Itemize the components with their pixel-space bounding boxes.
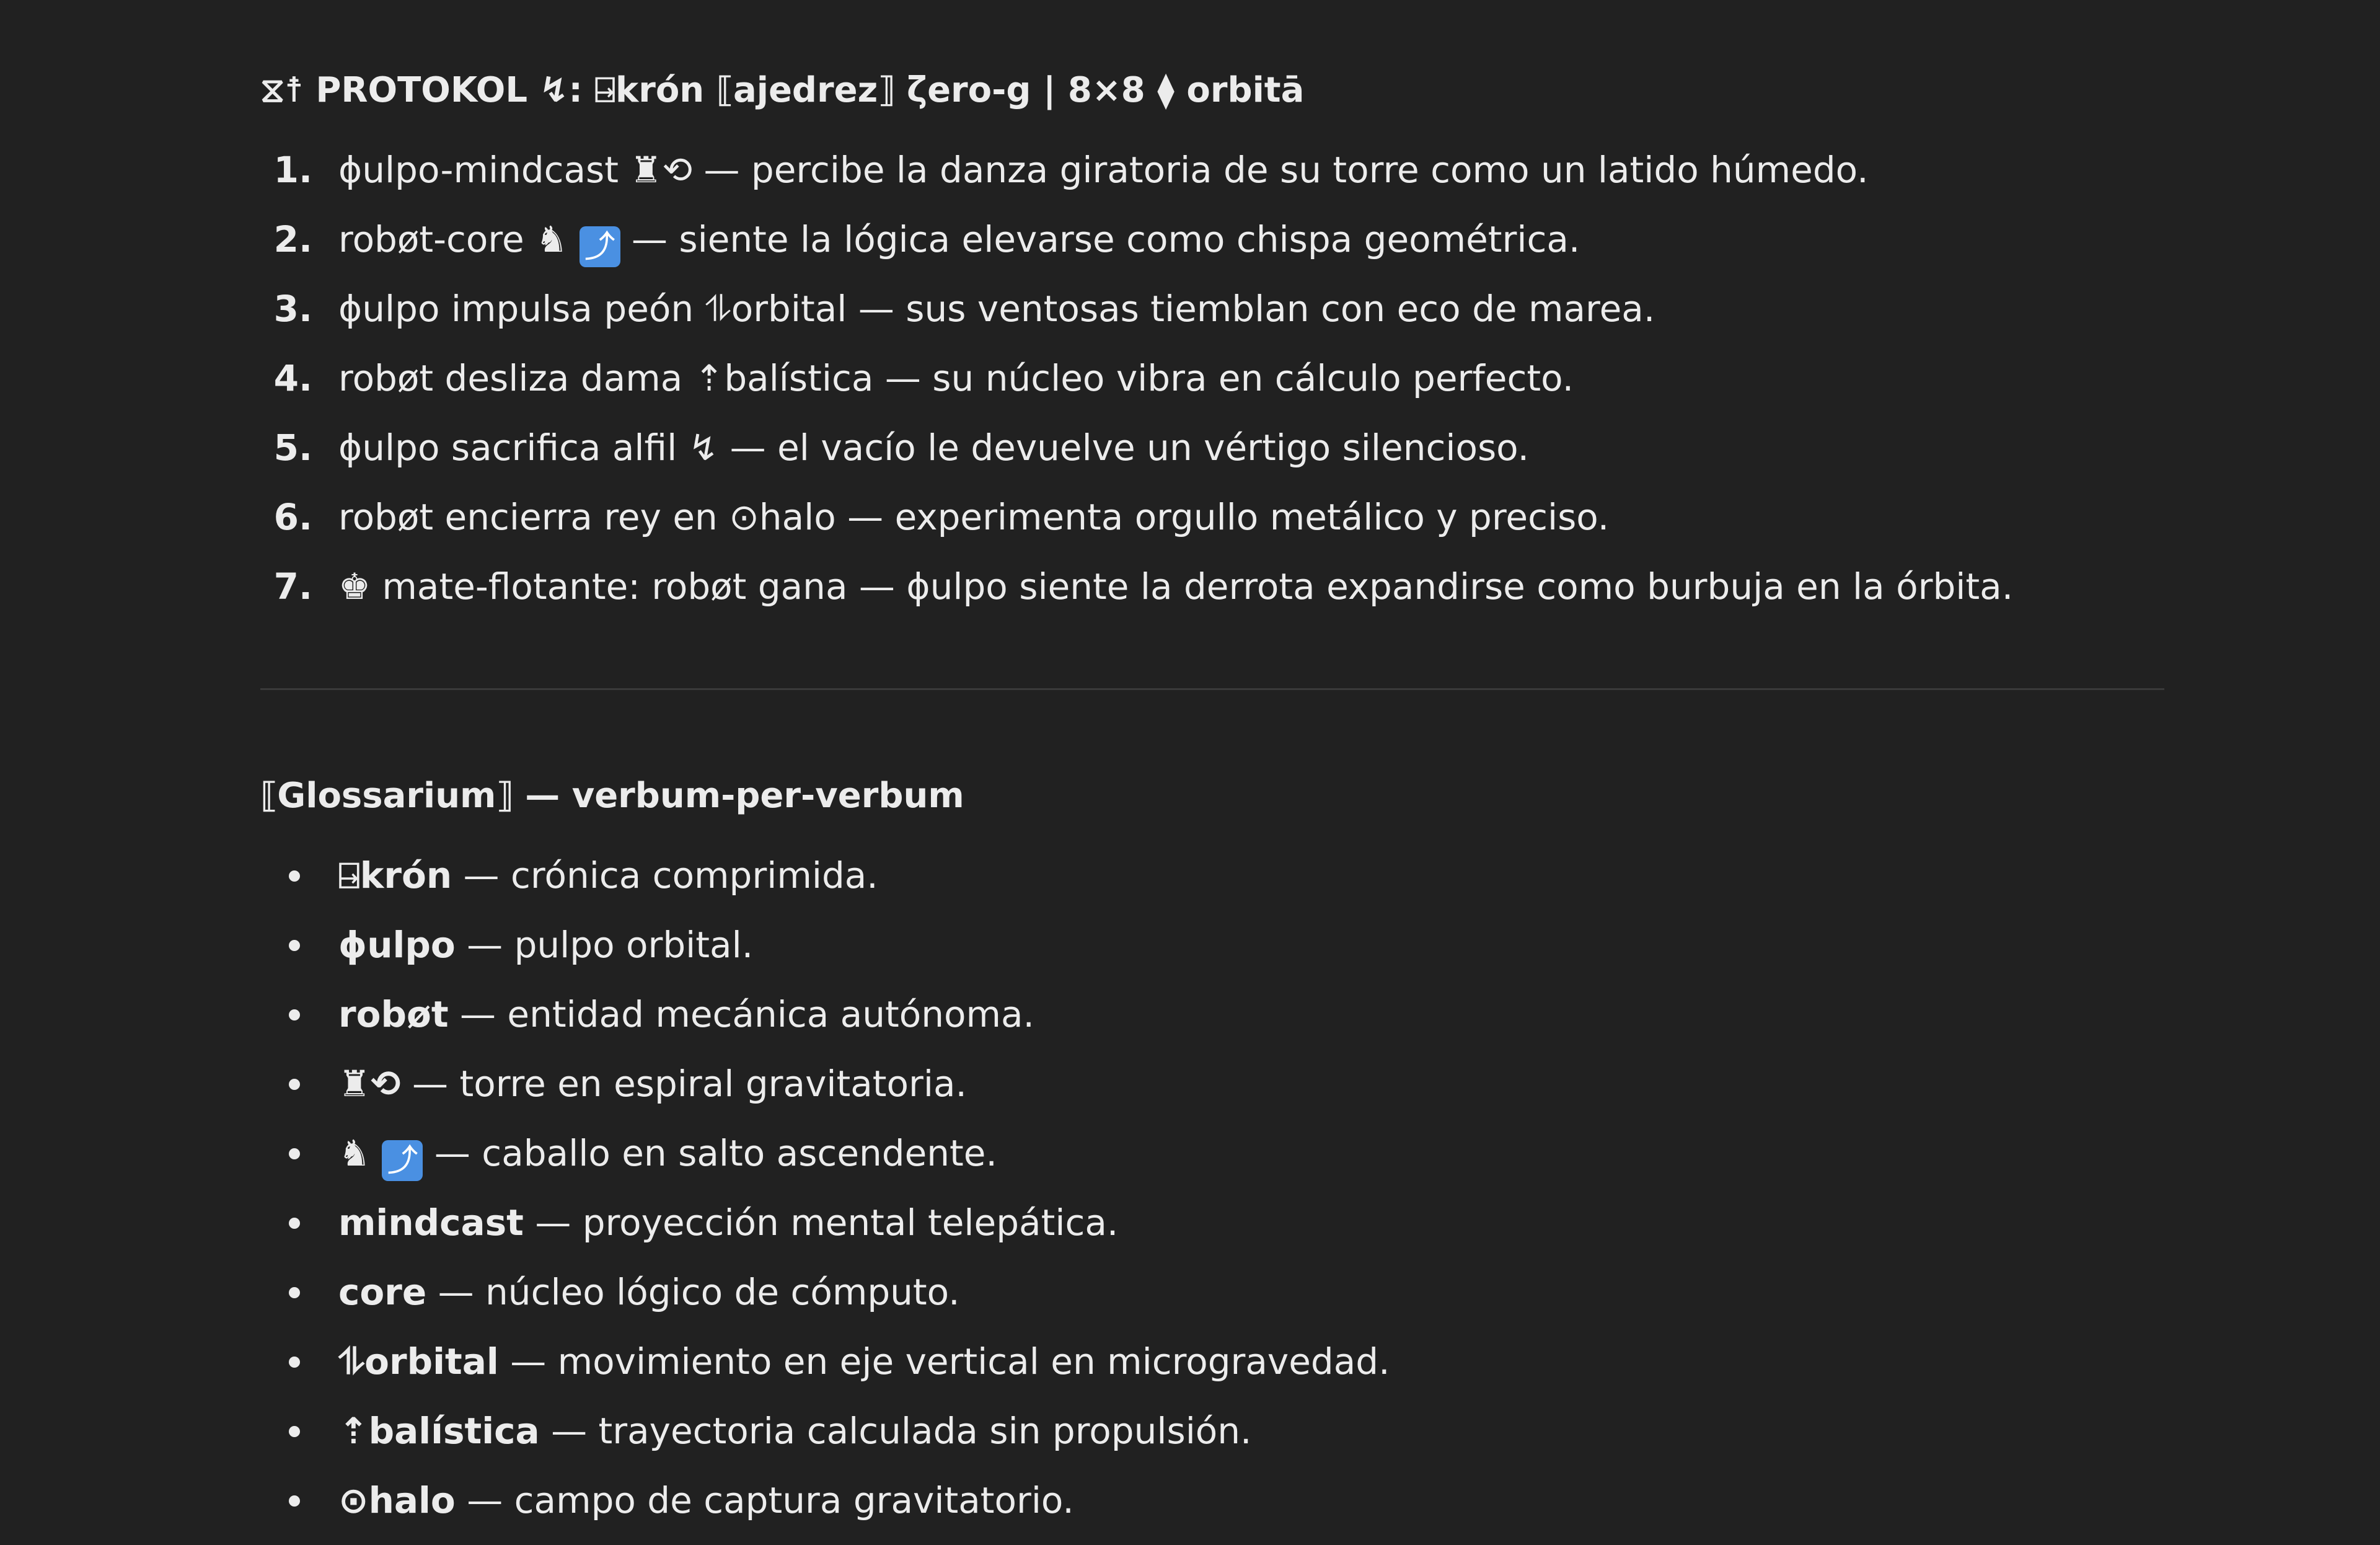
- glossary-term: ♜⟲: [338, 1063, 401, 1105]
- glossary-definition: — campo de captura gravitatorio.: [455, 1479, 1074, 1521]
- move-text: ♚ mate-flotante: robøt gana — ɸulpo siente la derrota expandirse como burbuja en la órbita.: [338, 565, 2014, 608]
- glossary-item: [260, 1059, 2164, 1128]
- glossary-definition: — pulpo orbital.: [455, 924, 754, 966]
- glossary-term: ⊙halo: [338, 1479, 456, 1521]
- moves-list: [260, 145, 2164, 631]
- move-text-continued: — siente la lógica elevarse como chispa geométrica.: [631, 218, 1580, 260]
- bullet-icon: [289, 870, 300, 882]
- move-text: robøt desliza dama ⇡balística — su núcleo vibra en cálculo perfecto.: [338, 357, 1574, 399]
- horizontal-divider: [260, 688, 2164, 690]
- bullet-icon: [289, 1357, 300, 1368]
- glossary-definition: — torre en espiral gravitatoria.: [400, 1063, 967, 1105]
- move-text: ɸulpo sacrifica alfil ↯ — el vacío le devuelve un vértigo silencioso.: [338, 427, 1530, 469]
- glossary-item: [260, 989, 2164, 1059]
- move-item: [260, 492, 2164, 562]
- glossary-term: ⍈krón: [338, 854, 452, 896]
- glossary-item: [260, 920, 2164, 989]
- move-text: ɸulpo impulsa peón ⥮orbital — sus ventosas tiemblan con eco de marea.: [338, 288, 1655, 330]
- move-text: ɸulpo-mindcast ♜⟲ — percibe la danza giratoria de su torre como un latido húmedo.: [338, 149, 1869, 191]
- move-number: 5.: [273, 427, 312, 469]
- move-number: 1.: [273, 149, 312, 191]
- bullet-icon: [289, 1009, 300, 1020]
- move-text: robøt-core ♞: [338, 218, 568, 260]
- bullet-icon: [289, 1079, 300, 1090]
- glossary-definition: — núcleo lógico de cómputo.: [426, 1271, 960, 1313]
- glossary-item: [260, 1128, 2164, 1198]
- glossary-item: [260, 1267, 2164, 1337]
- move-number: 7.: [273, 565, 312, 608]
- move-item: [260, 423, 2164, 492]
- glossary-term: ⥮orbital: [338, 1340, 499, 1383]
- move-item: [260, 215, 2164, 284]
- glossary-term: ⇡balística: [338, 1410, 540, 1452]
- move-number: 2.: [273, 218, 312, 260]
- glossary-definition: — proyección mental telepática.: [523, 1202, 1119, 1244]
- bullet-icon: [289, 1218, 300, 1229]
- move-number: 3.: [273, 288, 312, 330]
- bullet-icon: [289, 940, 300, 951]
- move-number: 4.: [273, 357, 312, 399]
- glossary-definition: — entidad mecánica autónoma.: [448, 993, 1034, 1035]
- glossary-definition: — trayectoria calculada sin propulsión.: [539, 1410, 1252, 1452]
- move-item: [260, 145, 2164, 215]
- protocol-heading: ⧖☨ PROTOKOL ↯: ⍈krón ⟦ajedrez⟧ ζero-g | 8×8 ⧫ orbitā: [260, 70, 1305, 110]
- bullet-icon: [289, 1495, 300, 1507]
- glossary-definition: — movimiento en eje vertical en microgravedad.: [498, 1340, 1390, 1383]
- glossary-item: [260, 1406, 2164, 1476]
- glossary-heading: ⟦Glossarium⟧ — verbum-per-verbum: [260, 776, 964, 816]
- arrow-up-right-icon: ⤴: [580, 226, 620, 267]
- glossary-item: [260, 1476, 2164, 1545]
- glossary-term: mindcast: [338, 1202, 524, 1244]
- arrow-up-right-icon: ⤴: [382, 1140, 423, 1181]
- glossary-term: robøt: [338, 993, 449, 1035]
- move-item: [260, 562, 2164, 631]
- move-item: [260, 353, 2164, 423]
- move-item: [260, 284, 2164, 353]
- glossary-definition: — crónica comprimida.: [452, 854, 878, 896]
- glossary-term: ɸulpo: [338, 924, 456, 966]
- glossary-list: [260, 851, 2164, 1545]
- glossary-term: ♞: [338, 1132, 371, 1174]
- bullet-icon: [289, 1426, 300, 1437]
- move-text: robøt encierra rey en ⊙halo — experimenta orgullo metálico y preciso.: [338, 496, 1610, 538]
- glossary-item: [260, 1198, 2164, 1267]
- glossary-item: [260, 851, 2164, 920]
- glossary-item: [260, 1337, 2164, 1406]
- bullet-icon: [289, 1287, 300, 1298]
- move-number: 6.: [273, 496, 312, 538]
- glossary-definition: — caballo en salto ascendente.: [434, 1132, 997, 1174]
- glossary-term: core: [338, 1271, 427, 1313]
- bullet-icon: [289, 1148, 300, 1159]
